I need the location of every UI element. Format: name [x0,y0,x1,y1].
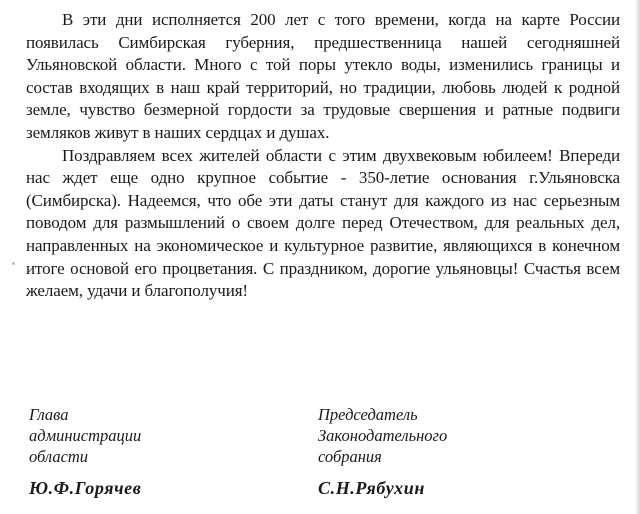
scan-edge-shadow [636,0,640,514]
signature-title-line: области [29,447,89,466]
paragraph-congratulations: Поздравляем всех жителей области с этим двухвековым юбилеем! Впереди нас ждет еще одно крупное событие - 350-летие основания г.Ульяновска (Симбирска). Надеемся, что обе эти даты станут для каждого из нас серьезным поводом для размышлений о своем долге перед Отечеством, для реальных дел, направленных на экономическое и культурное развитие, являющихся в конечном итоге основой его процветания. С праздником, дорогие ульяновцы! Счастья всем желаем, удачи и благополучия! [26,145,620,301]
scan-speck [12,262,15,265]
signature-name: С.Н.Рябухин [318,478,425,498]
signature-title-line: администрации [29,426,142,445]
signature-assembly-chairman [318,404,448,498]
signature-name: Ю.Ф.Горячев [29,478,142,498]
signature-title-line: Законодательного [318,426,448,445]
greeting-text [26,9,620,303]
signature-title-line: Глава [29,405,69,424]
paragraph-anniversary: В эти дни исполняется 200 лет с того времени, когда на карте России появилась Симбирская губерния, предшественница нашей сегодняшней Ульяновской области. Много с той поры утекло воды, изменились границы и состав входящих в наш край территорий, но традиции, любовь людей к родной земле, чувство безмерной гордости за трудовые свершения и ратные подвиги земляков живут в наших сердцах и душах. [26,10,620,142]
signature-title-line: Председатель [318,405,418,424]
signature-governor [29,404,142,498]
signature-title-line: собрания [318,447,382,466]
